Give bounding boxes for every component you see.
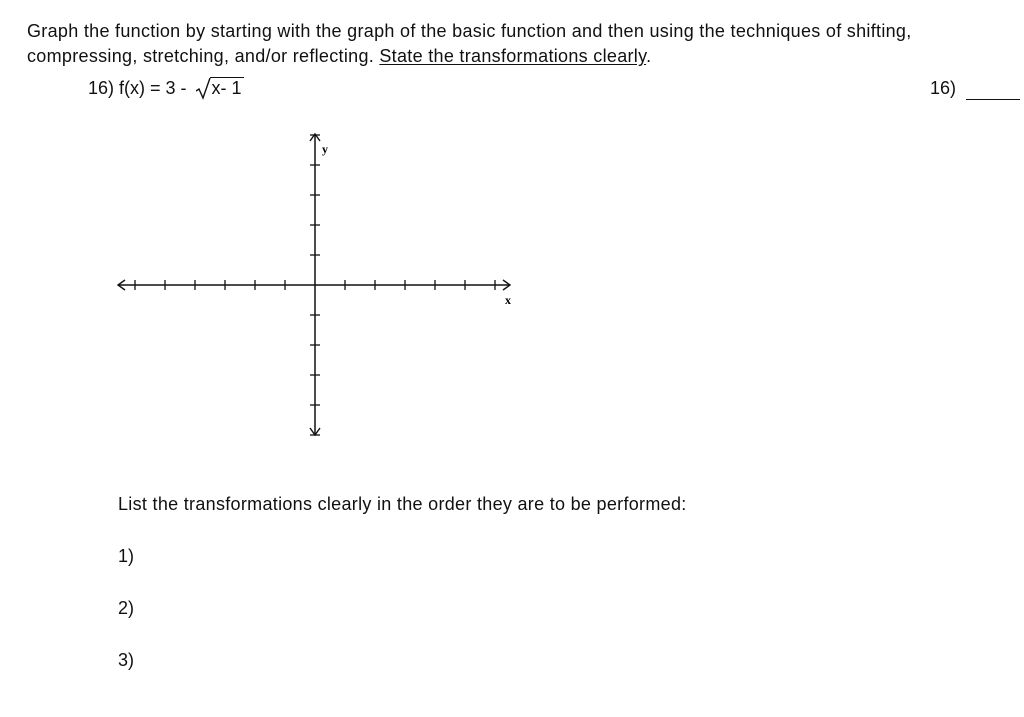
instructions-period: . — [646, 46, 652, 66]
radicand: x- 1 — [211, 78, 242, 98]
y-axis-label: y — [322, 142, 328, 156]
transformation-item-3: 3) — [118, 650, 135, 670]
instructions-main: Graph the function by starting with the graph of the basic function and then using the techniques of shifting, compressing, stretching, and/or reflecting. — [27, 21, 912, 66]
square-root — [196, 76, 244, 100]
instructions-text — [27, 19, 1012, 69]
answer-blank[interactable] — [966, 79, 1020, 100]
answer-number: 16) — [930, 78, 957, 98]
transformation-item-2: 2) — [118, 598, 135, 618]
transformation-item-1: 1) — [118, 546, 135, 566]
problem-number: 16) — [88, 78, 115, 98]
transformations-prompt: List the transformations clearly in the order they are to be performed: — [118, 494, 687, 514]
x-axis-label: x — [505, 293, 511, 307]
function-prefix: f(x) = 3 - — [119, 78, 192, 98]
problem-statement — [88, 76, 244, 100]
answer-slot — [930, 76, 1020, 100]
instructions-emphasis: State the transformations clearly — [379, 46, 647, 66]
radical-sign-icon — [196, 78, 212, 100]
coordinate-grid[interactable] — [112, 128, 522, 440]
